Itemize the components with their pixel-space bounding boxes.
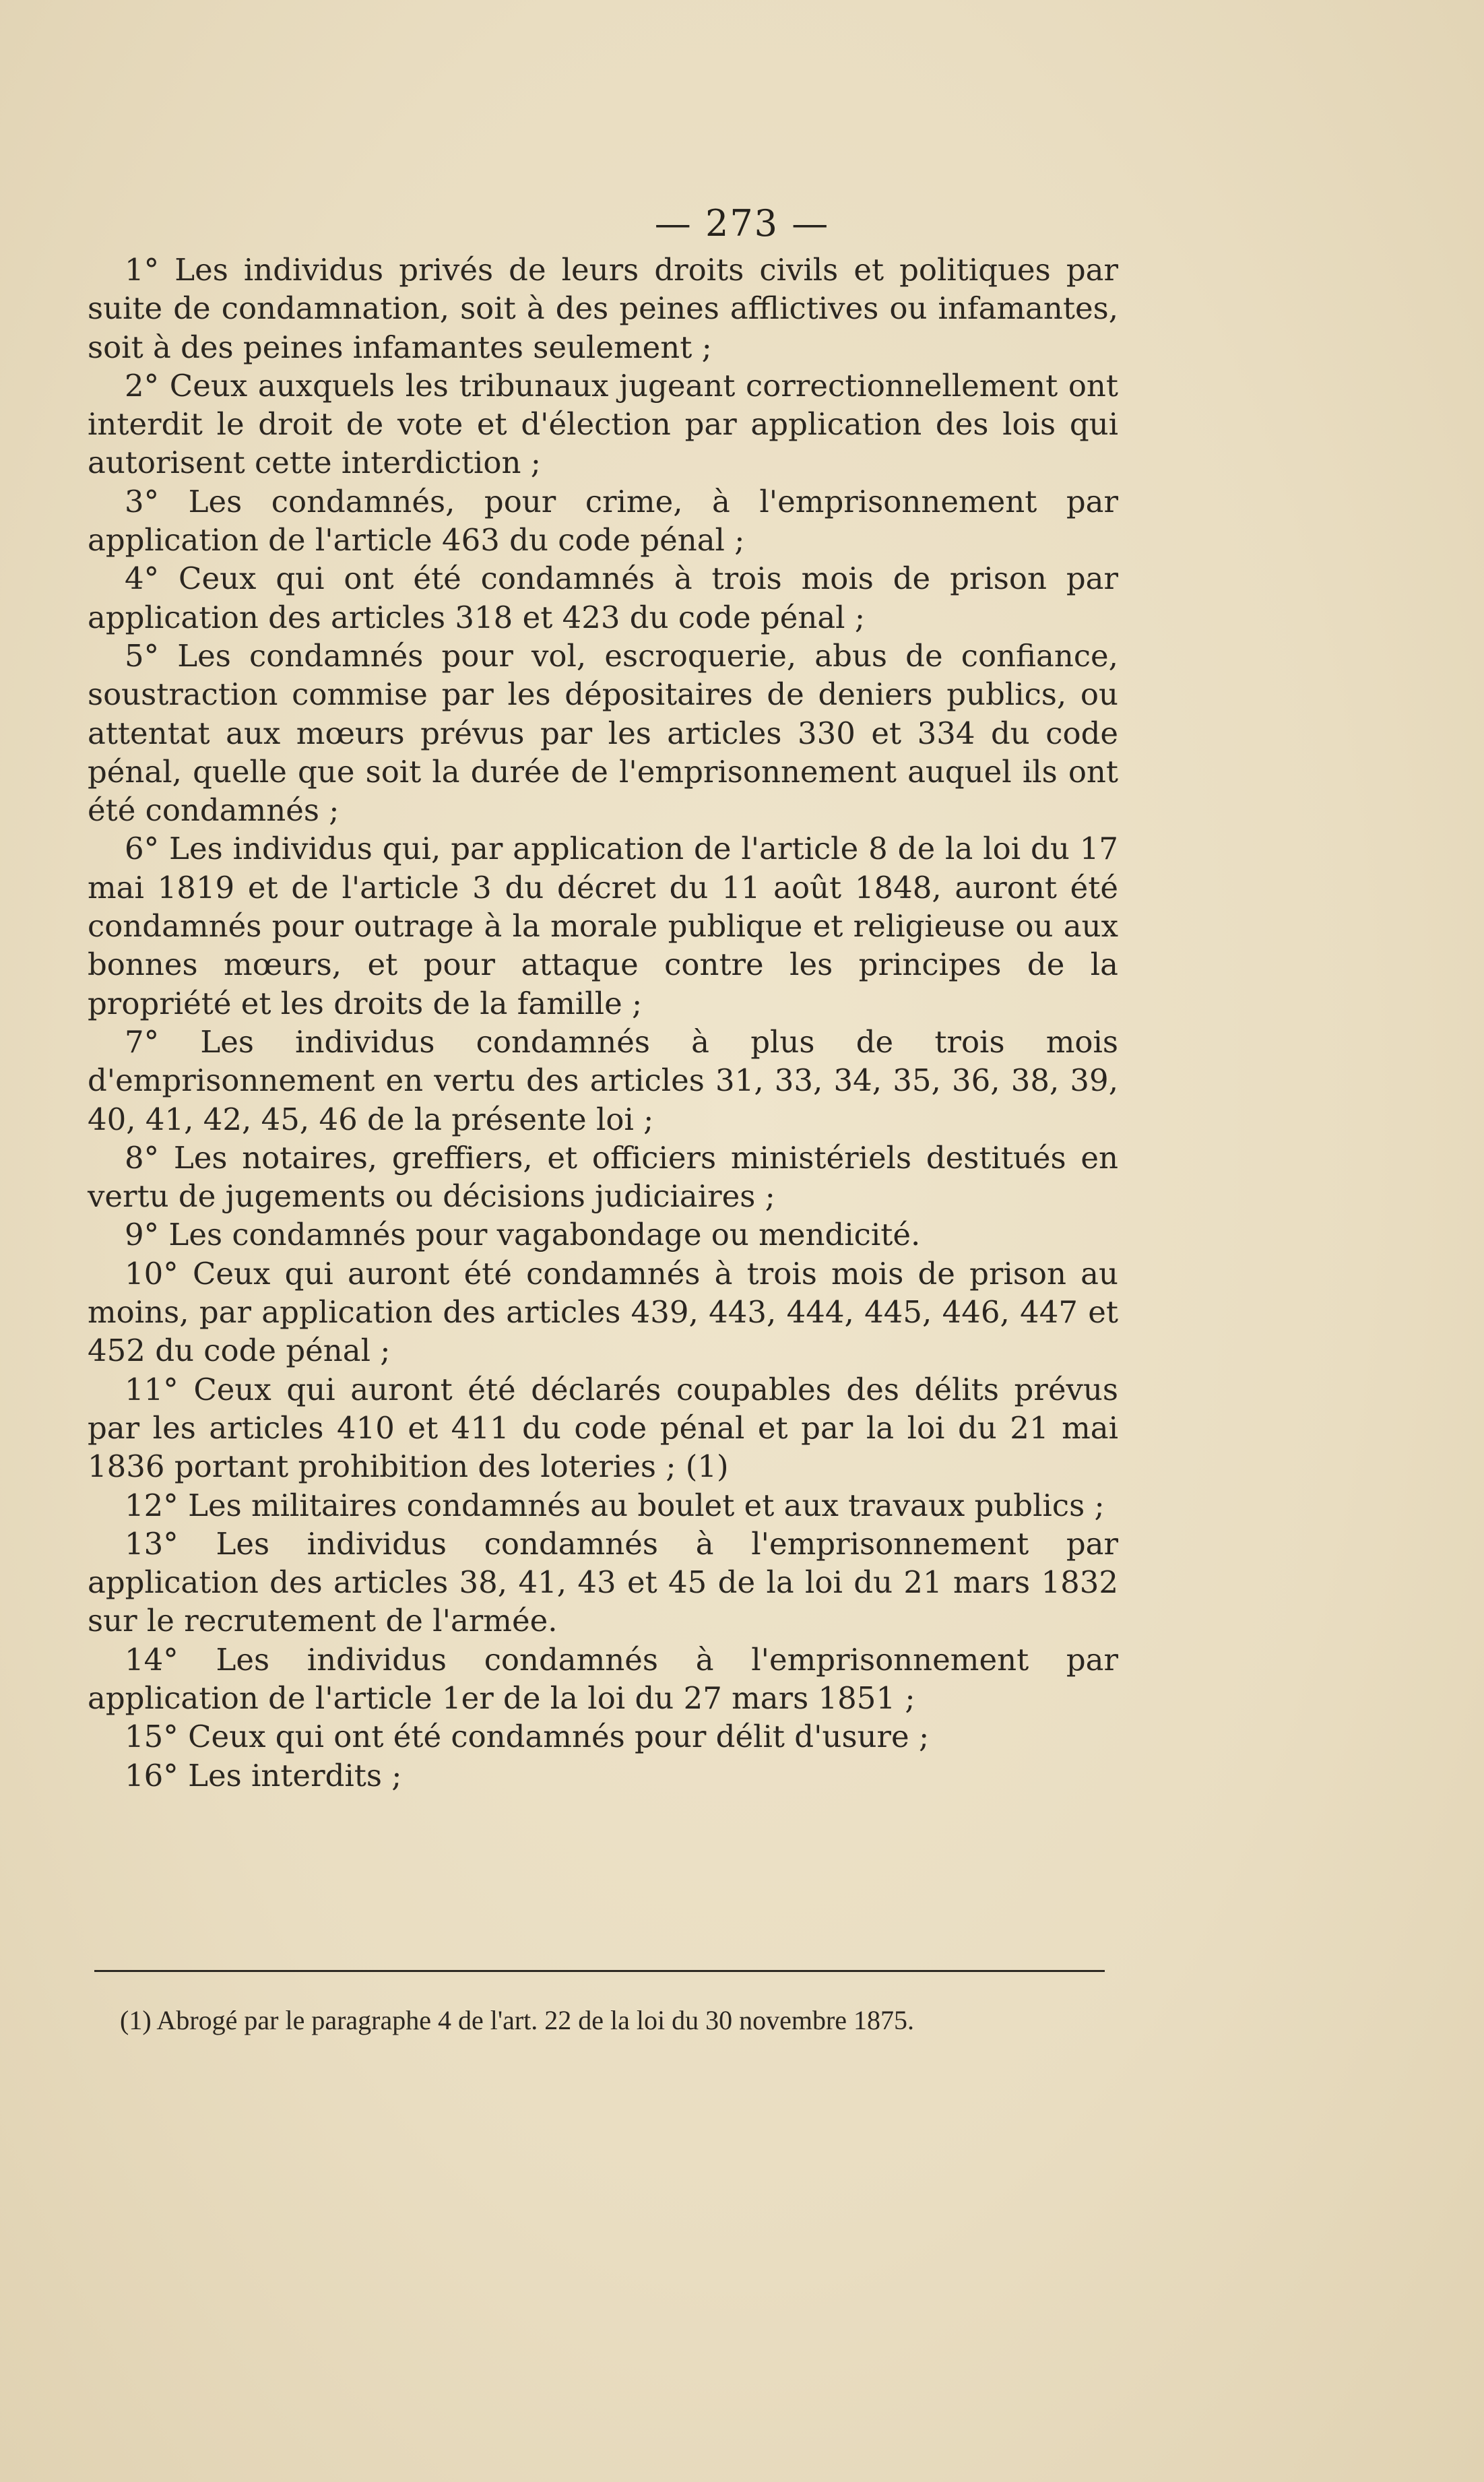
footnote: (1) Abrogé par le paragraphe 4 de l'art. 22 de la loi du 30 novembre 1875. — [120, 2005, 915, 2035]
list-item-13: 13° Les individus condamnés à l'emprisonnement par application des articles 38, 41, 43 et 45 de la loi du 21 mars 1832 sur le recrutement de l'armée. — [88, 1525, 1118, 1639]
article-list — [88, 251, 1118, 1795]
list-item-11: 11° Ceux qui auront été déclarés coupables des délits prévus par les articles 410 et 411 du code pénal et par la loi du 21 mai 1836 portant prohibition des loteries ; (1) — [88, 1371, 1118, 1485]
list-item-5: 5° Les condamnés pour vol, escroquerie, abus de confiance, soustraction commise par les dépositaires de deniers publics, ou attentat aux mœurs prévus par les articles 330 et 334 du code pénal, quelle que soit la durée de l'emprisonnement auquel ils ont été condamnés ; — [88, 637, 1118, 829]
list-item-14: 14° Les individus condamnés à l'emprisonnement par application de l'article 1er de la loi du 27 mars 1851 ; — [88, 1641, 1118, 1716]
list-item-2: 2° Ceux auxquels les tribunaux jugeant correctionnellement ont interdit le droit de vote et d'élection par application des lois qui autorisent cette interdiction ; — [88, 367, 1118, 481]
page-number: — 273 — — [654, 202, 830, 245]
list-item-3: 3° Les condamnés, pour crime, à l'emprisonnement par application de l'article 463 du code pénal ; — [88, 483, 1118, 559]
list-item-8: 8° Les notaires, greffiers, et officiers ministériels destitués en vertu de jugements ou décisions judiciaires ; — [88, 1139, 1118, 1215]
list-item-9: 9° Les condamnés pour vagabondage ou mendicité. — [125, 1217, 921, 1253]
list-item-16: 16° Les interdits ; — [125, 1757, 402, 1793]
list-item-6: 6° Les individus qui, par application de l'article 8 de la loi du 17 mai 1819 et de l'article 3 du décret du 11 août 1848, auront été condamnés pour outrage à la morale publique et religieuse ou aux bonnes mœurs, et pour attaque contre les principes de la propriété et les droits de la famille ; — [88, 831, 1118, 1021]
list-item-4: 4° Ceux qui ont été condamnés à trois mois de prison par application des articles 318 et 423 du code pénal ; — [88, 561, 1118, 635]
list-item-10: 10° Ceux qui auront été condamnés à trois mois de prison au moins, par application des articles 439, 443, 444, 445, 446, 447 et 452 du code pénal ; — [88, 1255, 1118, 1369]
list-item-15: 15° Ceux qui ont été condamnés pour délit d'usure ; — [125, 1719, 930, 1755]
list-item-7: 7° Les individus condamnés à plus de trois mois d'emprisonnement en vertu des articles 31, 33, 34, 35, 36, 38, 39, 40, 41, 42, 45, 46 de la présente loi ; — [88, 1023, 1118, 1137]
list-item-12: 12° Les militaires condamnés au boulet et aux travaux publics ; — [125, 1487, 1105, 1523]
list-item-1: 1° Les individus privés de leurs droits civils et politiques par suite de condamnation, soit à des peines afflictives ou infamantes, soit à des peines infamantes seulement ; — [88, 252, 1118, 365]
footnote-divider — [94, 1970, 1105, 1972]
